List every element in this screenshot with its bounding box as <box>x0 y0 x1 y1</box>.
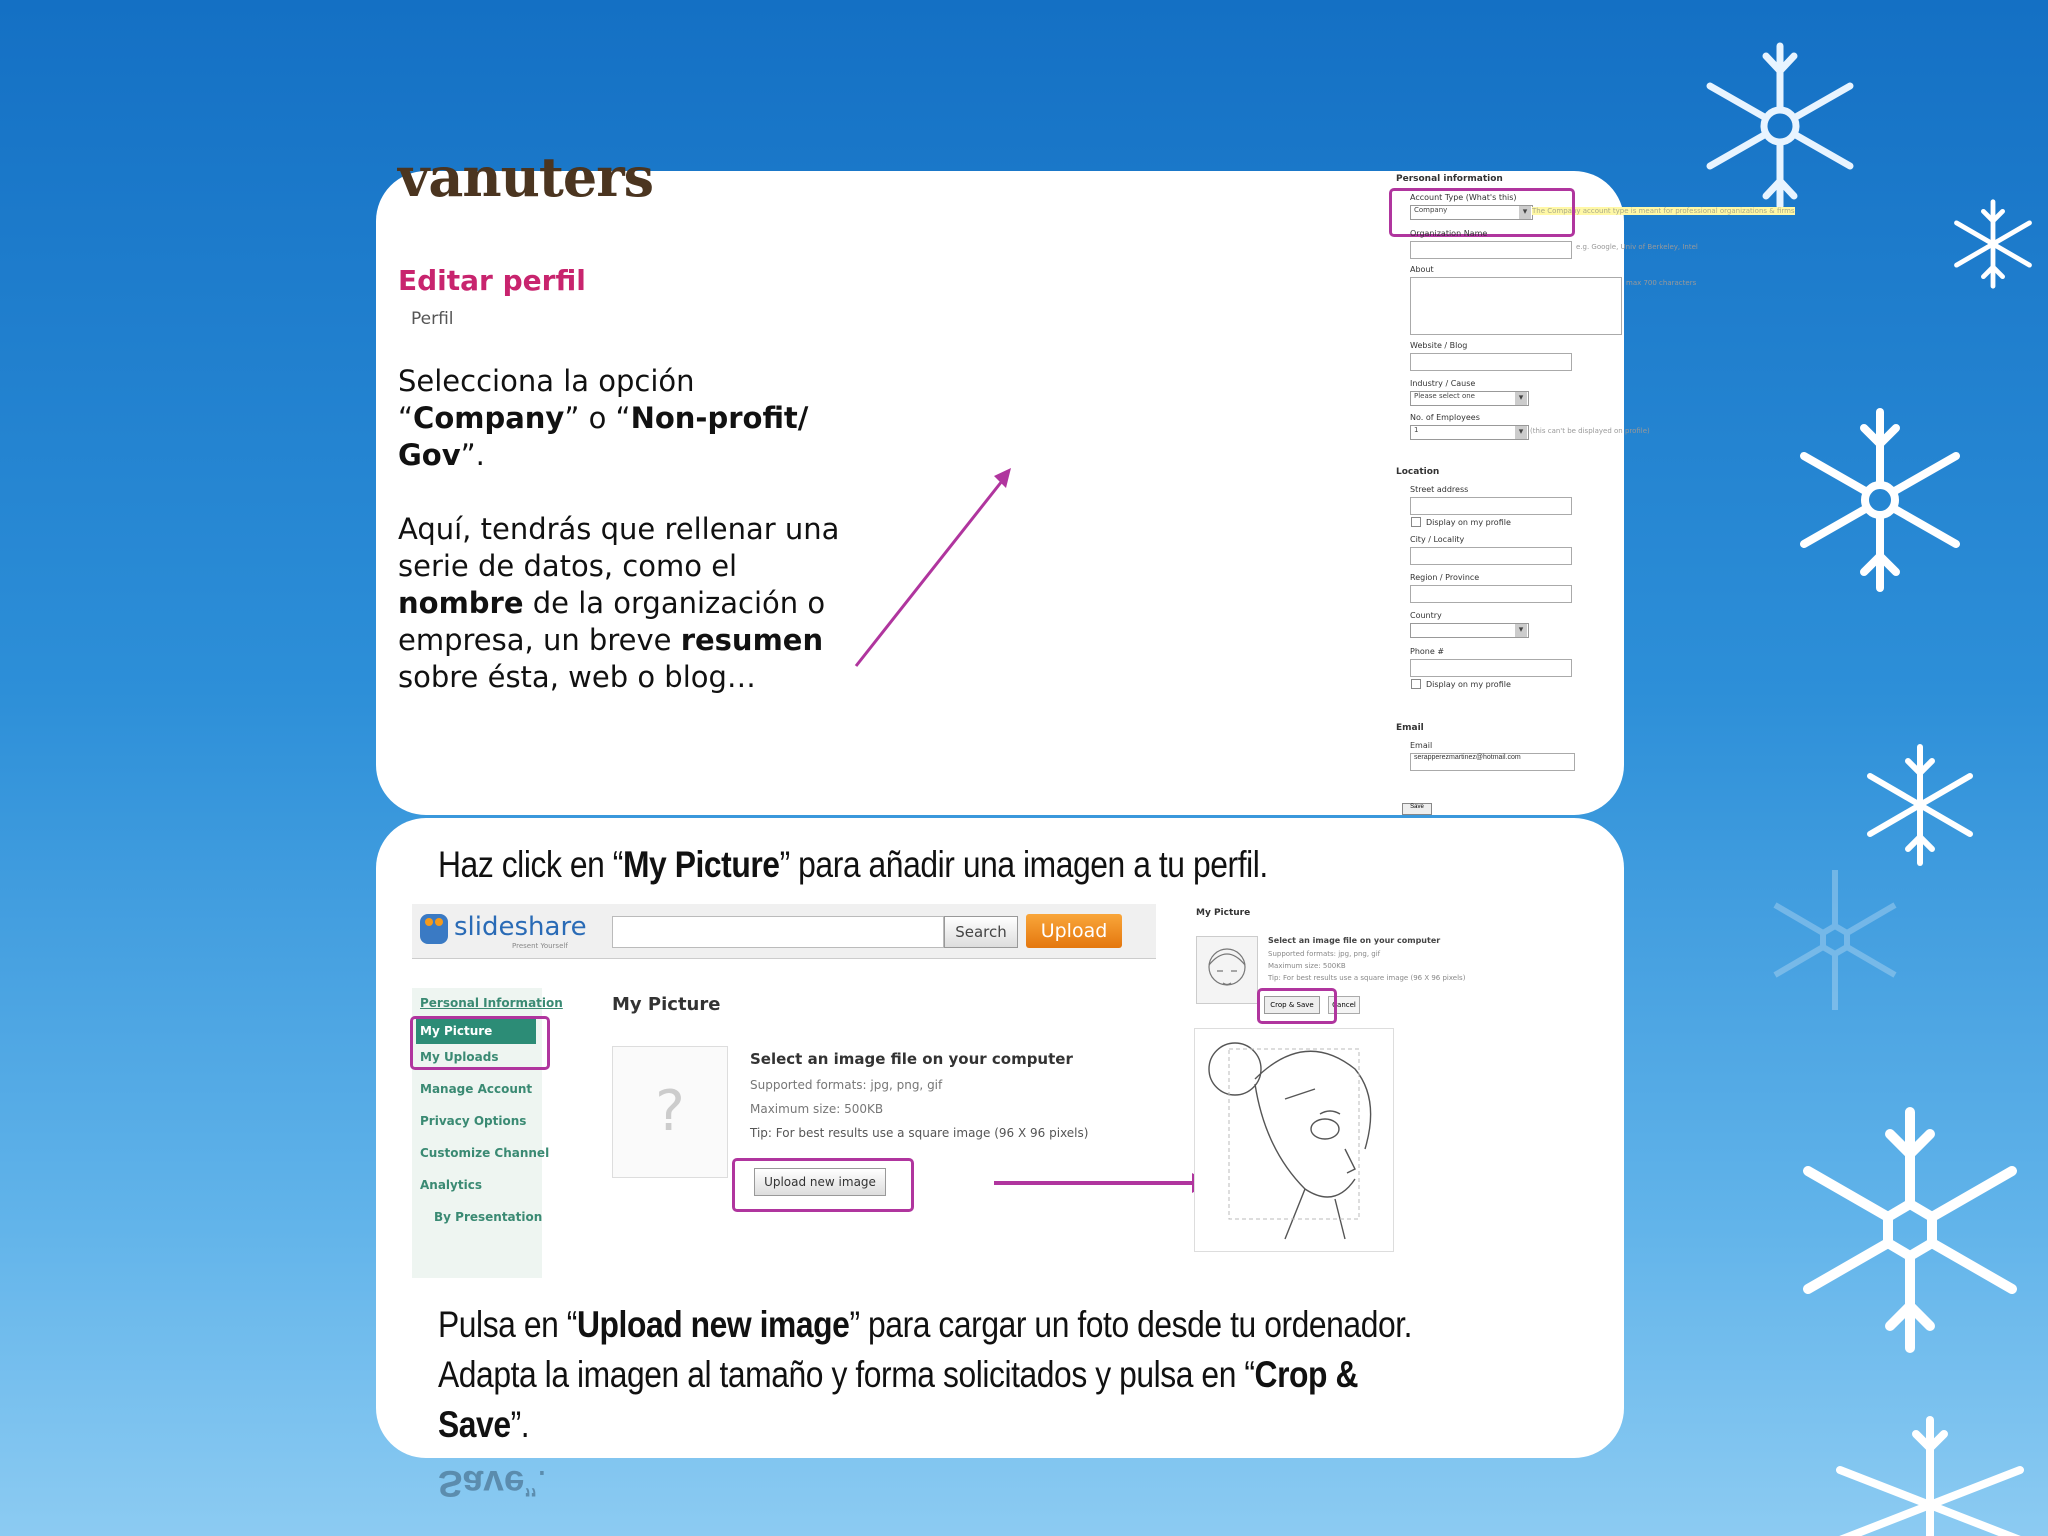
max-size-text: Maximum size: 500KB <box>750 1102 884 1116</box>
sidebar-item-privacy-options[interactable]: Privacy Options <box>420 1114 527 1128</box>
website-label: Website / Blog <box>1410 341 1468 350</box>
reflection-text: Save”. <box>438 1463 548 1504</box>
right-formats-text: Supported formats: jpg, png, gif <box>1268 950 1381 958</box>
my-picture-title: My Picture <box>612 994 721 1015</box>
snowflake-icon <box>1755 860 1915 1020</box>
avatar-thumbnail <box>1196 936 1258 1004</box>
display-phone-label: Display on my profile <box>1426 680 1511 689</box>
website-input[interactable] <box>1410 353 1572 371</box>
org-name-label: Organization Name <box>1410 229 1488 238</box>
instruction-text: serie de datos, como el <box>398 549 738 583</box>
sidebar-item-label: My Picture <box>420 1024 493 1038</box>
sidebar-item-personal-information[interactable]: Personal Information <box>420 996 563 1010</box>
street-input[interactable] <box>1410 497 1572 515</box>
upload-new-image-button[interactable]: Upload new image <box>754 1168 886 1196</box>
right-max-size-text: Maximum size: 500KB <box>1268 962 1346 970</box>
right-arrow-icon <box>992 1168 1212 1198</box>
slideshare-logo-icon <box>420 914 448 944</box>
industry-select[interactable]: Please select one ▾ <box>1410 391 1529 406</box>
city-input[interactable] <box>1410 547 1572 565</box>
country-label: Country <box>1410 611 1442 620</box>
instruction-upload-line2: Adapta la imagen al tamaño y forma solicitados y pulsa en “Crop & <box>438 1354 1359 1395</box>
email-input[interactable]: serapperezmartinez@hotmail.com <box>1410 753 1575 771</box>
display-on-profile-label: Display on my profile <box>1426 518 1511 527</box>
upload-button[interactable]: Upload <box>1026 914 1122 948</box>
instruction-text: Aquí, tendrás que rellenar una <box>398 512 840 546</box>
instruction-text: Selecciona la opción <box>398 364 695 398</box>
slideshare-tagline: Present Yourself <box>512 942 568 950</box>
section-email-heading: Email <box>1396 723 1424 733</box>
instruction-text: Gov”. <box>398 438 485 472</box>
display-phone-checkbox[interactable] <box>1411 679 1421 689</box>
snowflake-icon <box>1855 740 1985 870</box>
about-textarea[interactable] <box>1410 277 1622 335</box>
right-my-picture-title: My Picture <box>1196 908 1251 918</box>
tip-text: Tip: For best results use a square image (96 X 96 pixels) <box>750 1126 1089 1140</box>
phone-input[interactable] <box>1410 659 1572 677</box>
snowflake-icon <box>1780 400 1980 600</box>
snowflake-icon <box>1820 1410 2040 1536</box>
about-hint: max 700 characters <box>1626 279 1697 287</box>
instruction-upload-line1: Pulsa en “Upload new image” para cargar un foto desde tu ordenador. <box>438 1304 1413 1345</box>
region-label: Region / Province <box>1410 573 1480 582</box>
sidebar-item-manage-account[interactable]: Manage Account <box>420 1082 533 1096</box>
industry-label: Industry / Cause <box>1410 379 1476 388</box>
search-button[interactable]: Search <box>944 916 1018 948</box>
panel-reflection <box>376 1462 1624 1536</box>
crop-save-button[interactable]: Crop & Save <box>1264 996 1320 1014</box>
account-type-select[interactable]: Company ▾ <box>1410 205 1533 220</box>
save-button[interactable]: Save <box>1402 803 1432 815</box>
edit-profile-title: Editar perfil <box>398 264 586 297</box>
profile-subtitle: Perfil <box>411 309 454 329</box>
image-placeholder: ? <box>612 1046 728 1178</box>
city-label: City / Locality <box>1410 535 1465 544</box>
instruction-text: sobre ésta, web o blog… <box>398 660 756 694</box>
employees-select[interactable]: 1 ▾ <box>1410 425 1529 440</box>
highlight-upload-new-image <box>732 1158 914 1212</box>
highlight-my-picture <box>410 1016 550 1070</box>
account-type-label: Account Type (What's this) <box>1410 193 1517 202</box>
sidebar-item-by-presentation[interactable]: By Presentation <box>434 1210 543 1224</box>
section-location-heading: Location <box>1396 467 1440 477</box>
select-image-title: Select an image file on your computer <box>750 1050 1073 1068</box>
snowflake-icon <box>1780 1100 2040 1360</box>
country-select[interactable] <box>1410 623 1529 638</box>
instruction-my-picture: Haz click en “My Picture” para añadir una imagen a tu perfil. <box>438 844 1268 885</box>
top-slide-panel <box>376 145 1795 815</box>
instruction-paragraph-1 <box>398 363 808 474</box>
snowflake-icon <box>1680 36 1880 216</box>
org-name-input[interactable] <box>1410 241 1572 259</box>
profile-form-screenshot <box>1016 171 1795 815</box>
about-label: About <box>1410 265 1434 274</box>
cancel-button[interactable]: Cancel <box>1328 996 1360 1014</box>
email-label: Email <box>1410 741 1433 750</box>
sidebar-item-my-uploads[interactable]: My Uploads <box>420 1050 499 1064</box>
right-select-title: Select an image file on your computer <box>1268 936 1441 945</box>
phone-label: Phone # <box>1410 647 1445 656</box>
section-personal-heading: Personal information <box>1396 174 1503 184</box>
employees-label: No. of Employees <box>1410 413 1480 422</box>
account-type-hint: The Company account type is meant for professional organizations & firms <box>1532 207 1795 215</box>
slideshare-header <box>412 904 1156 959</box>
sidebar-item-customize-channel[interactable]: Customize Channel <box>420 1146 550 1160</box>
search-input[interactable] <box>612 916 944 948</box>
instruction-upload-line3: Save”. <box>438 1404 530 1445</box>
sidebar-item-analytics[interactable]: Analytics <box>420 1178 482 1192</box>
cut-heading: vanuters <box>398 145 654 209</box>
region-input[interactable] <box>1410 585 1572 603</box>
snowflake-icon <box>1945 196 2041 292</box>
crop-preview-image <box>1194 1028 1394 1252</box>
right-tip-text: Tip: For best results use a square image (96 X 96 pixels) <box>1268 974 1466 982</box>
instruction-text: empresa, un breve resumen <box>398 623 824 657</box>
display-on-profile-checkbox[interactable] <box>1411 517 1421 527</box>
bottom-slide-panel <box>376 818 1624 1458</box>
instruction-paragraph-2 <box>398 511 839 696</box>
instruction-text: “Company” o “Non-profit/ <box>398 401 809 435</box>
slideshare-logo-text[interactable]: slideshare <box>454 912 587 942</box>
employees-hint: (this can't be displayed on profile) <box>1530 427 1650 435</box>
org-name-hint: e.g. Google, Univ of Berkeley, Intel <box>1576 243 1698 251</box>
street-label: Street address <box>1410 485 1469 494</box>
supported-formats-text: Supported formats: jpg, png, gif <box>750 1078 943 1092</box>
highlight-crop-save <box>1257 988 1337 1024</box>
instruction-text: nombre de la organización o <box>398 586 826 620</box>
pointer-arrow <box>846 296 1026 676</box>
